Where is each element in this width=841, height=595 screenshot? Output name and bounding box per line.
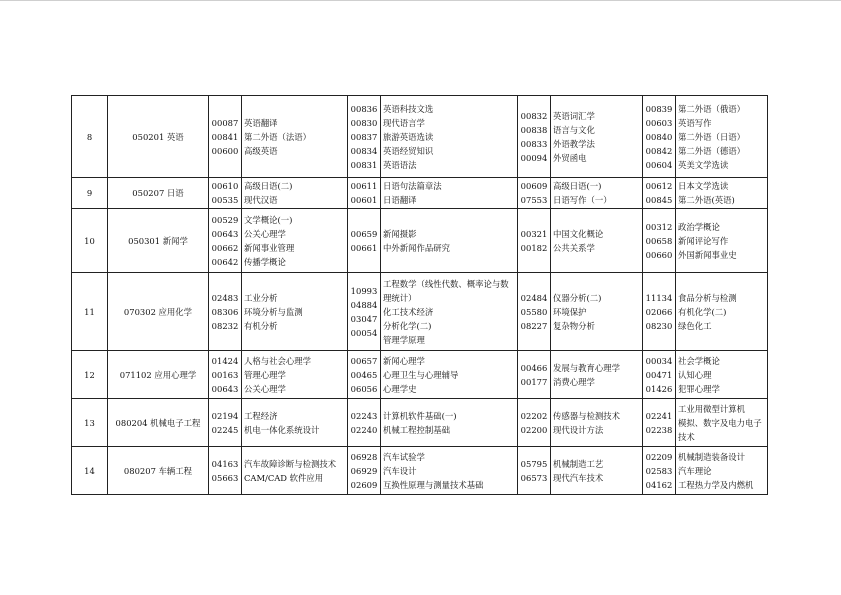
- course-code-cell: [643, 273, 676, 351]
- course-code-cell: [348, 96, 381, 178]
- major-name: 070302 应用化学: [108, 273, 209, 351]
- course-name-cell: [676, 96, 768, 178]
- course-name: 现代汽车技术: [553, 472, 604, 483]
- course-code-cell: [209, 447, 242, 495]
- course-code: 00034: [645, 355, 673, 366]
- course-code-cell: [518, 209, 551, 273]
- course-name: 管理学原理: [383, 334, 425, 345]
- course-code: 00643: [211, 228, 239, 239]
- course-code-cell: [348, 178, 381, 209]
- course-table-body: [72, 96, 768, 495]
- course-name-cell: [242, 447, 348, 495]
- course-name-cell: [676, 273, 768, 351]
- course-code: 02209: [645, 451, 673, 462]
- course-name-cell: [676, 399, 768, 447]
- course-code: 00662: [211, 242, 239, 253]
- course-code: 00529: [211, 214, 239, 225]
- course-code-cell: [643, 351, 676, 399]
- course-code: 00660: [645, 249, 673, 260]
- course-name-cell: [676, 178, 768, 209]
- course-code: 00177: [520, 376, 548, 387]
- course-code-cell: [643, 178, 676, 209]
- course-code-cell: [348, 273, 381, 351]
- course-code: 00830: [350, 117, 378, 128]
- course-code: 00845: [645, 195, 673, 205]
- major-name: 050207 日语: [108, 178, 209, 209]
- table-row: [72, 178, 768, 209]
- course-name-cell: [242, 178, 348, 209]
- course-name: 公共关系学: [553, 242, 595, 253]
- course-code: 04162: [645, 479, 673, 490]
- course-code-cell: [209, 351, 242, 399]
- course-code-cell: [643, 399, 676, 447]
- course-code: 05795: [520, 458, 548, 469]
- course-code: 00603: [645, 117, 673, 128]
- course-code-cell: [209, 178, 242, 209]
- course-code-cell: [643, 209, 676, 273]
- course-name-cell: [551, 209, 643, 273]
- course-code-cell: [209, 96, 242, 178]
- course-code: 00611: [350, 181, 378, 191]
- course-code: 08227: [520, 320, 548, 331]
- table-row: [72, 96, 768, 178]
- course-name: 语言与文化: [553, 124, 595, 135]
- course-name-cell: [551, 273, 643, 351]
- course-code: 08230: [645, 320, 673, 331]
- course-code: 00054: [350, 327, 378, 338]
- course-code: 00841: [211, 131, 239, 142]
- course-code: 00838: [520, 124, 548, 135]
- course-name: 管理心理学: [244, 369, 286, 380]
- course-name-cell: [242, 399, 348, 447]
- major-name: 080204 机械电子工程: [108, 399, 209, 447]
- course-code: 08306: [211, 306, 239, 317]
- course-code: 00094: [520, 152, 548, 163]
- course-name: 工业分析: [244, 292, 278, 303]
- row-number: 10: [72, 209, 108, 273]
- course-name-cell: [676, 351, 768, 399]
- course-name-cell: [242, 209, 348, 273]
- course-code: 00839: [645, 103, 673, 114]
- course-name: 第二外语(英语): [678, 195, 735, 205]
- course-code: 00842: [645, 145, 673, 156]
- course-name: 外语教学法: [553, 138, 595, 149]
- course-code: 00163: [211, 369, 239, 380]
- course-name: 英语写作: [678, 117, 712, 128]
- course-name-cell: [676, 209, 768, 273]
- course-code: 02200: [520, 424, 548, 435]
- course-name-cell: [381, 96, 518, 178]
- table-row: [72, 209, 768, 273]
- course-code: 00321: [520, 228, 548, 239]
- course-code: 00658: [645, 235, 673, 246]
- course-name: 仪器分析(二): [553, 292, 602, 303]
- course-code: 02483: [211, 292, 239, 303]
- course-code-cell: [518, 399, 551, 447]
- course-code: 04163: [211, 458, 239, 469]
- course-code: 00610: [211, 181, 239, 191]
- course-name: 日语写作（一）: [553, 195, 612, 205]
- course-code: 00837: [350, 131, 378, 142]
- course-table: [71, 95, 768, 495]
- course-code: 00661: [350, 242, 378, 253]
- course-name: 现代汉语: [244, 195, 278, 205]
- course-code: 00466: [520, 362, 548, 373]
- course-code: 02243: [350, 410, 378, 421]
- course-code: 05580: [520, 306, 548, 317]
- course-name: 高级英语: [244, 145, 278, 156]
- course-code: 00312: [645, 221, 673, 232]
- course-name: 机电一体化系统设计: [244, 424, 320, 435]
- course-name: 日语句法篇章法: [383, 181, 442, 191]
- course-code: 00833: [520, 138, 548, 149]
- course-name-cell: [551, 399, 643, 447]
- course-code-cell: [209, 209, 242, 273]
- course-name: 分析化学(二): [383, 320, 432, 331]
- course-name: 环境分析与监测: [244, 306, 303, 317]
- course-code: 00601: [350, 195, 378, 205]
- course-code-cell: [209, 399, 242, 447]
- course-name: 工程经济: [244, 410, 278, 421]
- course-code-cell: [348, 399, 381, 447]
- course-name: 新闻评论写作: [678, 235, 729, 246]
- course-name-cell: [381, 399, 518, 447]
- course-code-cell: [518, 447, 551, 495]
- course-name: 新闻心理学: [383, 355, 425, 366]
- course-name: 工程数学（线性代数、概率论与数理统计）: [383, 278, 509, 303]
- course-name: 汽车理论: [678, 465, 712, 476]
- course-code: 00604: [645, 159, 673, 170]
- course-code: 02484: [520, 292, 548, 303]
- course-name: 文学概论(一): [244, 214, 293, 225]
- course-code: 00840: [645, 131, 673, 142]
- course-name: 有机化学(二): [678, 306, 727, 317]
- course-name: 犯罪心理学: [678, 383, 720, 394]
- course-name: 中外新闻作品研究: [383, 242, 450, 253]
- course-code: 03047: [350, 313, 378, 324]
- course-code: 00831: [350, 159, 378, 170]
- course-name: 心理卫生与心理辅导: [383, 369, 459, 380]
- course-code: 00659: [350, 228, 378, 239]
- course-code: 02245: [211, 424, 239, 435]
- major-name: 050201 英语: [108, 96, 209, 178]
- course-code: 06573: [520, 472, 548, 483]
- table-row: [72, 351, 768, 399]
- course-name-cell: [551, 351, 643, 399]
- course-name: 环境保护: [553, 306, 587, 317]
- course-code: 02238: [645, 424, 673, 435]
- course-name-cell: [242, 96, 348, 178]
- row-number: 8: [72, 96, 108, 178]
- course-code: 00465: [350, 369, 378, 380]
- course-name-cell: [381, 178, 518, 209]
- course-code: 02609: [350, 479, 378, 490]
- course-name-cell: [676, 447, 768, 495]
- course-name: 第二外语（法语）: [244, 131, 311, 142]
- course-name: 日本文学选读: [678, 181, 729, 191]
- course-code: 00612: [645, 181, 673, 191]
- course-name: 英美文学选读: [678, 159, 729, 170]
- page-top-border: [0, 0, 841, 1]
- course-code: 01426: [645, 383, 673, 394]
- course-name: 人格与社会心理学: [244, 355, 311, 366]
- course-code: 00471: [645, 369, 673, 380]
- course-name: 外国新闻事业史: [678, 249, 737, 260]
- course-code: 00832: [520, 110, 548, 121]
- major-name: 071102 应用心理学: [108, 351, 209, 399]
- course-name: 日语翻译: [383, 195, 417, 205]
- course-code-cell: [643, 96, 676, 178]
- course-name-cell: [381, 351, 518, 399]
- course-name: CAM/CAD 软件应用: [244, 472, 324, 483]
- course-code: 07553: [520, 195, 548, 205]
- course-name: 计算机软件基础(一): [383, 410, 457, 421]
- course-code: 02194: [211, 410, 239, 421]
- course-code-cell: [518, 273, 551, 351]
- course-name-cell: [242, 351, 348, 399]
- course-name: 高级日语(一): [553, 181, 602, 191]
- course-name: 传感器与检测技术: [553, 410, 620, 421]
- course-code: 00643: [211, 383, 239, 394]
- course-code-cell: [348, 351, 381, 399]
- course-name: 化工技术经济: [383, 306, 434, 317]
- table-row: [72, 399, 768, 447]
- course-name-cell: [551, 96, 643, 178]
- course-name: 中国文化概论: [553, 228, 604, 239]
- course-code: 10993: [350, 285, 378, 296]
- row-number: 11: [72, 273, 108, 351]
- course-code: 06928: [350, 451, 378, 462]
- course-name: 汽车设计: [383, 465, 417, 476]
- course-name: 政治学概论: [678, 221, 720, 232]
- course-name: 互换性原理与测量技术基础: [383, 479, 484, 490]
- course-code: 00182: [520, 242, 548, 253]
- course-name: 公关心理学: [244, 383, 286, 394]
- major-name: 080207 车辆工程: [108, 447, 209, 495]
- course-code: 08232: [211, 320, 239, 331]
- course-name: 英语经贸知识: [383, 145, 434, 156]
- course-name: 第二外语（日语）: [678, 131, 745, 142]
- course-code-cell: [518, 96, 551, 178]
- course-name: 现代语言学: [383, 117, 425, 128]
- row-number: 12: [72, 351, 108, 399]
- course-name: 社会学概论: [678, 355, 720, 366]
- course-name: 绿色化工: [678, 320, 712, 331]
- course-name: 新闻事业管理: [244, 242, 295, 253]
- course-code-cell: [643, 447, 676, 495]
- course-name-cell: [381, 273, 518, 351]
- course-code: 02202: [520, 410, 548, 421]
- course-code: 00642: [211, 256, 239, 267]
- course-name: 机械工程控制基础: [383, 424, 450, 435]
- course-name: 英语词汇学: [553, 110, 595, 121]
- course-name: 公关心理学: [244, 228, 286, 239]
- course-name: 复杂物分析: [553, 320, 595, 331]
- course-name: 英语翻译: [244, 117, 278, 128]
- course-name-cell: [551, 178, 643, 209]
- course-code: 02066: [645, 306, 673, 317]
- course-code-cell: [518, 178, 551, 209]
- row-number: 9: [72, 178, 108, 209]
- course-code: 04884: [350, 299, 378, 310]
- course-name: 发展与教育心理学: [553, 362, 620, 373]
- course-name: 英语科技文选: [383, 103, 434, 114]
- course-code: 00087: [211, 117, 239, 128]
- course-code: 05663: [211, 472, 239, 483]
- course-name: 外贸函电: [553, 152, 587, 163]
- course-name: 第二外语（德语）: [678, 145, 745, 156]
- course-code-cell: [518, 351, 551, 399]
- course-code-cell: [348, 447, 381, 495]
- course-code: 06056: [350, 383, 378, 394]
- course-name: 工业用微型计算机: [678, 403, 745, 414]
- course-name: 英语语法: [383, 159, 417, 170]
- course-code: 02241: [645, 410, 673, 421]
- row-number: 14: [72, 447, 108, 495]
- major-name: 050301 新闻学: [108, 209, 209, 273]
- course-code-cell: [348, 209, 381, 273]
- course-name: 机械制造工艺: [553, 458, 604, 469]
- course-code: 00609: [520, 181, 548, 191]
- course-code-cell: [209, 273, 242, 351]
- course-code: 01424: [211, 355, 239, 366]
- course-name-cell: [551, 447, 643, 495]
- course-name: 现代设计方法: [553, 424, 604, 435]
- course-code: 11134: [645, 292, 673, 303]
- course-code: 00834: [350, 145, 378, 156]
- course-name: 传播学概论: [244, 256, 286, 267]
- course-name: 模拟、数字及电力电子技术: [678, 417, 762, 442]
- course-name: 机械制造装备设计: [678, 451, 745, 462]
- course-name: 第二外语（俄语）: [678, 103, 745, 114]
- course-name-cell: [381, 447, 518, 495]
- course-name: 认知心理: [678, 369, 712, 380]
- course-name: 新闻摄影: [383, 228, 417, 239]
- course-name: 旅游英语选读: [383, 131, 434, 142]
- course-code: 00600: [211, 145, 239, 156]
- course-code: 02240: [350, 424, 378, 435]
- table-row: [72, 447, 768, 495]
- course-code: 00657: [350, 355, 378, 366]
- course-name-cell: [381, 209, 518, 273]
- course-name: 心理学史: [383, 383, 417, 394]
- course-name: 汽车故障诊断与检测技术: [244, 458, 337, 469]
- course-code: 00836: [350, 103, 378, 114]
- course-name: 工程热力学及内燃机: [678, 479, 754, 490]
- course-name: 汽车试验学: [383, 451, 425, 462]
- course-name-cell: [242, 273, 348, 351]
- course-code: 00535: [211, 195, 239, 205]
- course-code: 06929: [350, 465, 378, 476]
- course-code: 02583: [645, 465, 673, 476]
- course-name: 食品分析与检测: [678, 292, 737, 303]
- course-name: 有机分析: [244, 320, 278, 331]
- row-number: 13: [72, 399, 108, 447]
- course-name: 高级日语(二): [244, 181, 293, 191]
- course-name: 消费心理学: [553, 376, 595, 387]
- table-row: [72, 273, 768, 351]
